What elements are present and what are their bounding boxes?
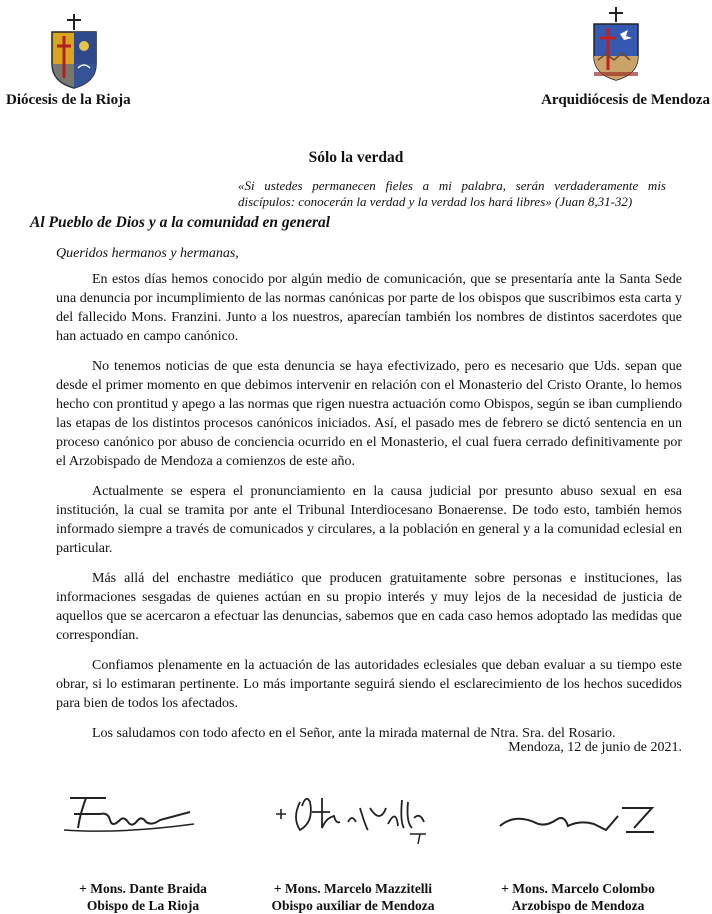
- paragraph-4: Más allá del enchastre mediático que producen gratuitamente sobre personas e instituciones, las informaciones sesgadas de quienes actúan en su propio interés y muy lejos de la necesidad de justicia de aquellos que se acercaron a efectuar las denuncias, sabemos que en cada caso hemos adoptado las medidas que correspondían.: [56, 571, 682, 643]
- signatory-3: [478, 880, 678, 914]
- signature-mazzitelli-icon: [270, 788, 440, 846]
- signatory-2-role: Obispo auxiliar de Mendoza: [271, 898, 435, 913]
- signatory-1-role: Obispo de La Rioja: [86, 898, 200, 913]
- document-title: Sólo la verdad: [308, 149, 404, 166]
- paragraph-3: Actualmente se espera el pronunciamiento en la causa judicial por presunto abuso sexual en esa institución, la cual se tramita por ante el Tribunal Interdiocesano Bonaerense. De todo esto, también hemos informado siempre a través de comunicados y circulares, a la población en general y a la comunidad eclesial en particular.: [56, 484, 682, 556]
- signature-colombo-icon: [494, 800, 664, 840]
- signatory-2-name: + Mons. Marcelo Mazzitelli: [273, 881, 433, 896]
- greeting: Queridos hermanos y hermanas,: [56, 246, 239, 261]
- signatory-3-name: + Mons. Marcelo Colombo: [501, 881, 655, 896]
- rioja-coat-of-arms-icon: [48, 12, 100, 92]
- left-org-name: Diócesis de la Rioja: [6, 92, 131, 108]
- signature-braida-icon: [60, 790, 200, 840]
- signatory-1-name: + Mons. Dante Braida: [79, 881, 207, 896]
- paragraph-5: Confiamos plenamente en la actuación de las autoridades eclesiales que deban evaluar a su tiempo este obrar, si lo estimaran pertinente. Lo más importante seguirá siendo el esclarecimiento de los hechos sucedidos para bien de todos los afectados.: [56, 658, 682, 711]
- paragraph-2: No tenemos noticias de que esta denuncia se haya efectivizado, pero es necesario que Uds. sepan que desde el primer momento en que debimos intervenir en relación con el Monasterio del Cristo Orante, lo hemos hecho con prontitud y apego a las normas que rigen nuestra actuación como Obispos, según se iban cumpliendo las etapas de los distintos procesos canónicos iniciados. Así, el pasado mes de febrero se dictó sentencia en un proceso canónico por abuso de conciencia ocurrido en el Monasterio, el cual fuera cerrado definitivamente por el Arzobispado de Mendoza a comienzos de este año.: [56, 359, 682, 469]
- dateline: Mendoza, 12 de junio de 2021.: [508, 740, 682, 755]
- addressee-heading: Al Pueblo de Dios y a la comunidad en general: [30, 214, 331, 231]
- right-org-name: Arquidiócesis de Mendoza: [541, 92, 710, 108]
- letter-body: [56, 270, 682, 754]
- signatory-3-role: Arzobispo de Mendoza: [511, 898, 645, 913]
- paragraph-1: En estos días hemos conocido por algún medio de comunicación, que se presentaría ante la Santa Sede una denuncia por incumplimiento de las normas canónicas por parte de los obispos que suscribimos esta carta y del fallecido Mons. Franzini. Junto a los nuestros, aparecían también los nombres de distintos sacerdotes que han actuado en campo canónico.: [56, 272, 682, 344]
- paragraph-6: Los saludamos con todo afecto en el Señor, ante la mirada maternal de Ntra. Sra. del Rosario.: [92, 726, 616, 741]
- mendoza-coat-of-arms-icon: [590, 6, 642, 86]
- epigraph-quote: «Si ustedes permanecen fieles a mi palabra, serán verdaderamente mis discípulos: conocerán la verdad y la verdad los hará libres» (Juan 8,31-32): [238, 178, 666, 209]
- signatory-2: [248, 880, 458, 914]
- signatory-1: [58, 880, 228, 914]
